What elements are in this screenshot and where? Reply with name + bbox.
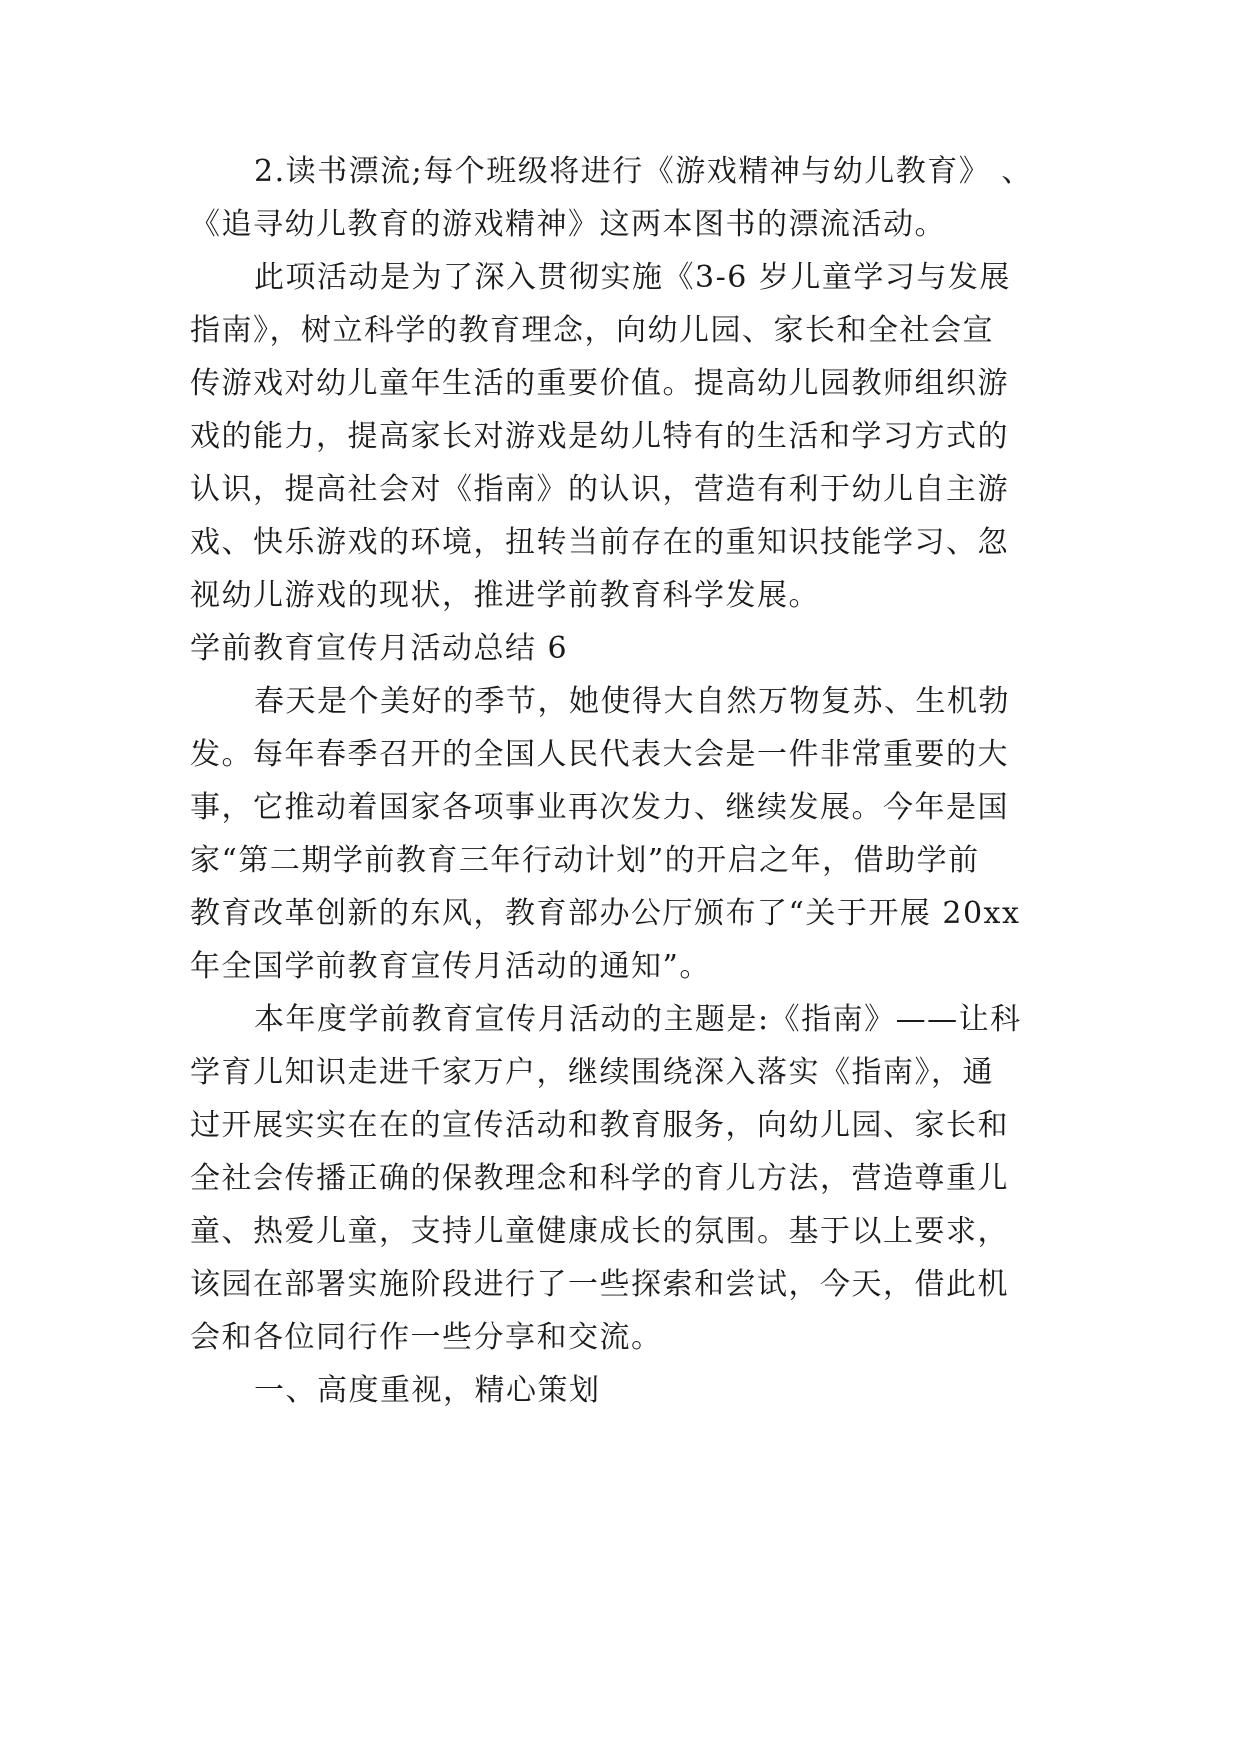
paragraph-line: 会和各位同行作一些分享和交流。 [190,1320,663,1355]
paragraph-line: 发。每年春季召开的全国人民代表大会是一件非常重要的大 [190,737,1009,772]
paragraph-line: 过开展实实在在的宣传活动和教育服务，向幼儿园、家长和 [190,1108,1009,1143]
subsection-heading: 一、高度重视，精心策划 [254,1373,601,1408]
paragraph-line: 年全国学前教育宣传月活动的通知”。 [190,949,711,984]
paragraph-line: 视幼儿游戏的现状，推进学前教育科学发展。 [190,578,820,613]
paragraph-line: 此项活动是为了深入贯彻实施《3-6 岁儿童学习与发展 [254,260,1011,295]
section-heading: 学前教育宣传月活动总结 6 [190,631,569,666]
paragraph-line: 认识，提高社会对《指南》的认识，营造有利于幼儿自主游 [190,472,1009,507]
paragraph-line: 该园在部署实施阶段进行了一些探索和尝试，今天，借此机 [190,1267,1009,1302]
paragraph-line: 传游戏对幼儿童年生活的重要价值。提高幼儿园教师组织游 [190,366,1009,401]
paragraph-line: 事，它推动着国家各项事业再次发力、继续发展。今年是国 [190,790,1009,825]
paragraph-line: 学育儿知识走进千家万户，继续围绕深入落实《指南》，通 [190,1055,994,1090]
paragraph-line: 教育改革创新的东风，教育部办公厅颁布了“关于开展 20xx [190,896,1021,931]
paragraph-line: 戏的能力，提高家长对游戏是幼儿特有的生活和学习方式的 [190,419,1009,454]
paragraph-line: 童、热爱儿童，支持儿童健康成长的氛围。基于以上要求， [190,1214,1009,1249]
paragraph-line: 指南》，树立科学的教育理念，向幼儿园、家长和全社会宣 [190,313,994,348]
paragraph-line: 2.读书漂流;每个班级将进行《游戏精神与幼儿教育》 、 [254,154,1033,189]
paragraph-line: 本年度学前教育宣传月活动的主题是:《指南》——让科 [254,1002,1022,1037]
paragraph-line: 戏、快乐游戏的环境，扭转当前存在的重知识技能学习、忽 [190,525,1009,560]
paragraph-line: 家“第二期学前教育三年行动计划”的开启之年，借助学前 [190,843,980,878]
paragraph-line: 全社会传播正确的保教理念和科学的育儿方法，营造尊重儿 [190,1161,1009,1196]
paragraph-line: 《追寻幼儿教育的游戏精神》这两本图书的漂流活动。 [190,207,946,242]
paragraph-line: 春天是个美好的季节，她使得大自然万物复苏、生机勃 [254,684,1010,719]
